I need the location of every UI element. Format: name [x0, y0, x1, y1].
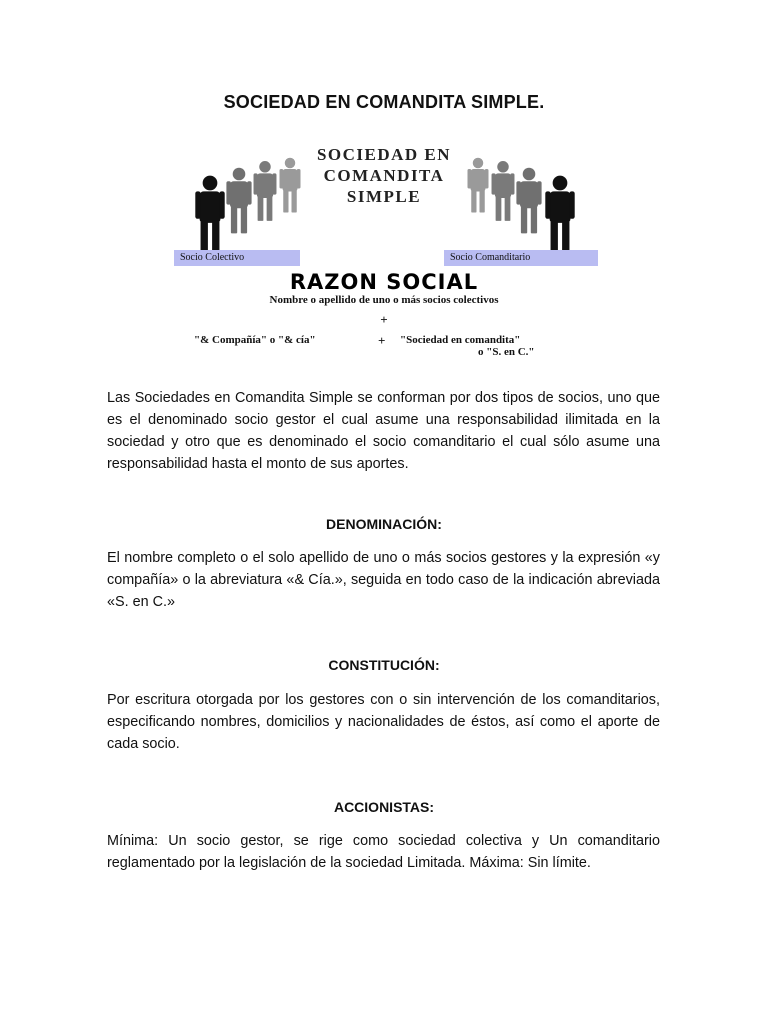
- figure-line-2-right-2: o "S. en C.": [478, 346, 535, 358]
- figure-line-2-left: "& Compañía" o "& cía": [194, 334, 316, 346]
- figure-title-line: COMANDITA: [323, 166, 445, 185]
- diagram-figure: [172, 132, 596, 360]
- figure-plus: +: [380, 312, 388, 327]
- section-text-denominacion: El nombre completo o el solo apellido de uno o más socios gestores y la expresión «y compañía» o la abreviatura «& Cía.», seguida en todo caso de la indicación abreviada «S. en C.»: [107, 550, 660, 610]
- figure-line-2-plus: +: [378, 333, 386, 348]
- label-socio-comanditario: Socio Comanditario: [444, 250, 598, 266]
- figure-title-line: SOCIEDAD EN: [316, 145, 452, 164]
- section-text-accionistas: Mínima: Un socio gestor, se rige como sociedad colectiva y Un comanditario reglamentado por la legislación de la sociedad Limitada. Máxima: Sin límite.: [107, 833, 660, 871]
- figure-title-line: SIMPLE: [346, 187, 422, 206]
- razon-social-heading: RAZON SOCIAL: [289, 270, 479, 294]
- figure-line-1: Nombre o apellido de uno o más socios colectivos: [269, 294, 499, 306]
- section-text-constitucion: Por escritura otorgada por los gestores con o sin intervención de los comanditarios, especificando nombres, domicilios y nacionalidades de éstos, así como el aporte de cada socio.: [107, 692, 660, 752]
- section-heading-denominacion: DENOMINACIÓN:: [326, 516, 442, 532]
- label-socio-colectivo: Socio Colectivo: [174, 250, 300, 266]
- intro-paragraph: Las Sociedades en Comandita Simple se conforman por dos tipos de socios, uno que es el denominado socio gestor el cual asume una responsabilidad ilimitada en la sociedad y otro que es denominado el socio comanditario el cual sólo asume una responsabilidad hasta el monto de sus aportes.: [107, 390, 660, 472]
- figure-title: [172, 144, 596, 207]
- figure-line-2-right: "Sociedad en comandita": [400, 334, 521, 346]
- page-title: SOCIEDAD EN COMANDITA SIMPLE.: [223, 92, 545, 112]
- section-heading-constitucion: CONSTITUCIÓN:: [328, 657, 440, 673]
- section-heading-accionistas: ACCIONISTAS:: [333, 799, 435, 815]
